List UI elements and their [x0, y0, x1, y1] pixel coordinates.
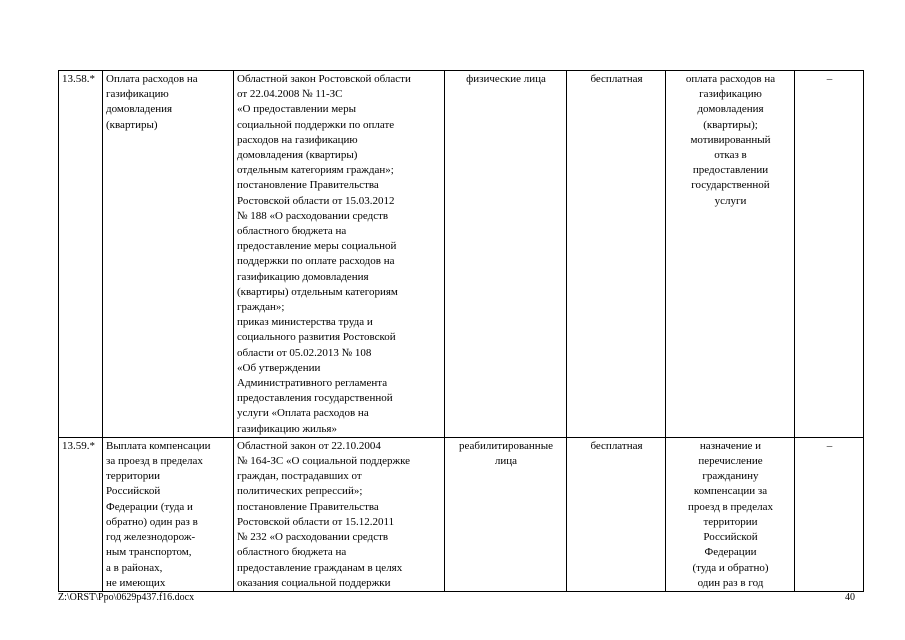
legal-basis-cell: [234, 71, 445, 438]
legal-basis-cell-line: «О предоставлении меры: [237, 103, 356, 116]
legal-basis-cell-line: расходов на газификацию: [237, 133, 358, 146]
footer-file-path: Z:\ORST\Ppo\0629p437.f16.docx: [58, 592, 195, 603]
result-cell-line: назначение и: [699, 439, 762, 452]
legal-basis-cell-line: от 22.04.2008 № 11-ЗС: [237, 88, 343, 101]
service-name-cell-line: Российской: [106, 485, 161, 498]
legal-basis-cell-line: домовладения (квартиры): [237, 149, 358, 162]
service-name-cell-line: Выплата компенсации: [106, 439, 211, 452]
legal-basis-cell-line: граждан, пострадавших от: [237, 470, 362, 483]
service-name-cell-line: домовладения: [106, 103, 173, 116]
fee-cell: бесплатная: [567, 437, 666, 591]
legal-basis-cell-line: предоставления государственной: [237, 392, 393, 405]
result-cell-line: перечисление: [698, 455, 763, 468]
row-number-cell: 13.58.*: [59, 71, 103, 438]
result-cell-line: отказ в: [714, 149, 747, 162]
legal-basis-cell-line: № 164-ЗС «О социальной поддержке: [237, 455, 411, 468]
result-cell-line: предоставлении: [692, 164, 769, 177]
result-cell: [666, 437, 795, 591]
legal-basis-cell-line: отдельным категориям граждан»;: [237, 164, 394, 177]
result-cell-line: (квартиры);: [703, 118, 758, 131]
result-cell-line: газификацию: [699, 88, 762, 101]
recipients-cell: [445, 437, 567, 591]
service-name-cell: [103, 437, 234, 591]
legal-basis-cell-line: постановление Правительства: [237, 179, 379, 192]
legal-basis-cell-line: политических репрессий»;: [237, 485, 363, 498]
service-name-cell-line: территории: [106, 470, 161, 483]
legal-basis-cell-line: социального развития Ростовской: [237, 331, 396, 344]
legal-basis-cell-line: граждан»;: [237, 301, 285, 314]
service-name-cell-line: обратно) один раз в: [106, 515, 198, 528]
extra-cell: –: [795, 437, 864, 591]
result-cell-line: территории: [703, 515, 758, 528]
legal-basis-cell-line: предоставление меры социальной: [237, 240, 397, 253]
legal-basis-cell-line: Областной закон от 22.10.2004: [237, 439, 381, 452]
extra-cell: –: [795, 71, 864, 438]
legal-basis-cell-line: (квартиры) отдельным категориям: [237, 285, 398, 298]
legal-basis-cell-line: постановление Правительства: [237, 500, 379, 513]
legal-basis-cell-line: № 232 «О расходовании средств: [237, 531, 389, 544]
result-cell-line: домовладения: [697, 103, 764, 116]
table-row: [59, 71, 864, 438]
result-cell-line: мотивированный: [690, 133, 771, 146]
result-cell-line: оплата расходов на: [685, 73, 776, 85]
service-name-cell-line: а в районах,: [106, 561, 163, 574]
service-name-cell-line: газификацию: [106, 88, 169, 101]
result-cell-line: один раз в год: [697, 576, 764, 589]
result-cell: [666, 71, 795, 438]
recipients-cell-line: реабилитированные: [459, 439, 553, 452]
service-name-cell-line: не имеющих: [106, 576, 166, 589]
service-name-cell-line: Оплата расходов на: [106, 73, 198, 85]
document-table: [58, 70, 864, 592]
footer-page-number: 40: [845, 592, 855, 603]
service-name-cell: [103, 71, 234, 438]
recipients-cell-line: физические лица: [466, 73, 546, 85]
legal-basis-cell-line: Ростовской области от 15.03.2012: [237, 194, 395, 207]
legal-basis-cell-line: № 188 «О расходовании средств: [237, 209, 389, 222]
legal-basis-cell-line: областного бюджета на: [237, 546, 347, 559]
service-name-cell-line: (квартиры): [106, 118, 158, 131]
service-name-cell-line: за проезд в пределах: [106, 455, 203, 468]
legal-basis-cell-line: услуги «Оплата расходов на: [237, 407, 369, 420]
result-cell-line: Федерации: [704, 546, 757, 559]
legal-basis-cell-line: области от 05.02.2013 № 108: [237, 346, 372, 359]
result-cell-line: (туда и обратно): [692, 561, 769, 574]
legal-basis-cell-line: газификацию домовладения: [237, 270, 369, 283]
recipients-cell: [445, 71, 567, 438]
result-cell-line: компенсации за: [693, 485, 768, 498]
legal-basis-cell-line: Областной закон Ростовской области: [237, 73, 411, 85]
legal-basis-cell-line: предоставление гражданам в целях: [237, 561, 403, 574]
row-number-cell: 13.59.*: [59, 437, 103, 591]
service-name-cell-line: год железнодорож-: [106, 531, 196, 544]
legal-basis-cell-line: приказ министерства труда и: [237, 316, 373, 329]
legal-basis-cell-line: Административного регламента: [237, 377, 388, 390]
legal-basis-cell-line: социальной поддержки по оплате: [237, 118, 395, 131]
service-name-cell-line: Федерации (туда и: [106, 500, 193, 513]
fee-cell: бесплатная: [567, 71, 666, 438]
service-name-cell-line: ным транспортом,: [106, 546, 192, 559]
legal-basis-cell-line: областного бюджета на: [237, 225, 347, 238]
legal-basis-cell-line: «Об утверждении: [237, 361, 321, 374]
legal-basis-cell-line: газификацию жилья»: [237, 422, 337, 435]
result-cell-line: гражданину: [702, 470, 759, 483]
legal-basis-cell: [234, 437, 445, 591]
legal-basis-cell-line: Ростовской области от 15.12.2011: [237, 515, 395, 528]
recipients-cell-line: лица: [494, 455, 518, 468]
legal-basis-cell-line: оказания социальной поддержки: [237, 576, 391, 589]
result-cell-line: услуги: [714, 194, 747, 207]
table-body: [59, 71, 864, 592]
result-cell-line: государственной: [691, 179, 770, 192]
legal-basis-cell-line: поддержки по оплате расходов на: [237, 255, 395, 268]
table-row: [59, 437, 864, 591]
result-cell-line: проезд в пределах: [688, 500, 773, 513]
result-cell-line: Российской: [703, 531, 758, 544]
